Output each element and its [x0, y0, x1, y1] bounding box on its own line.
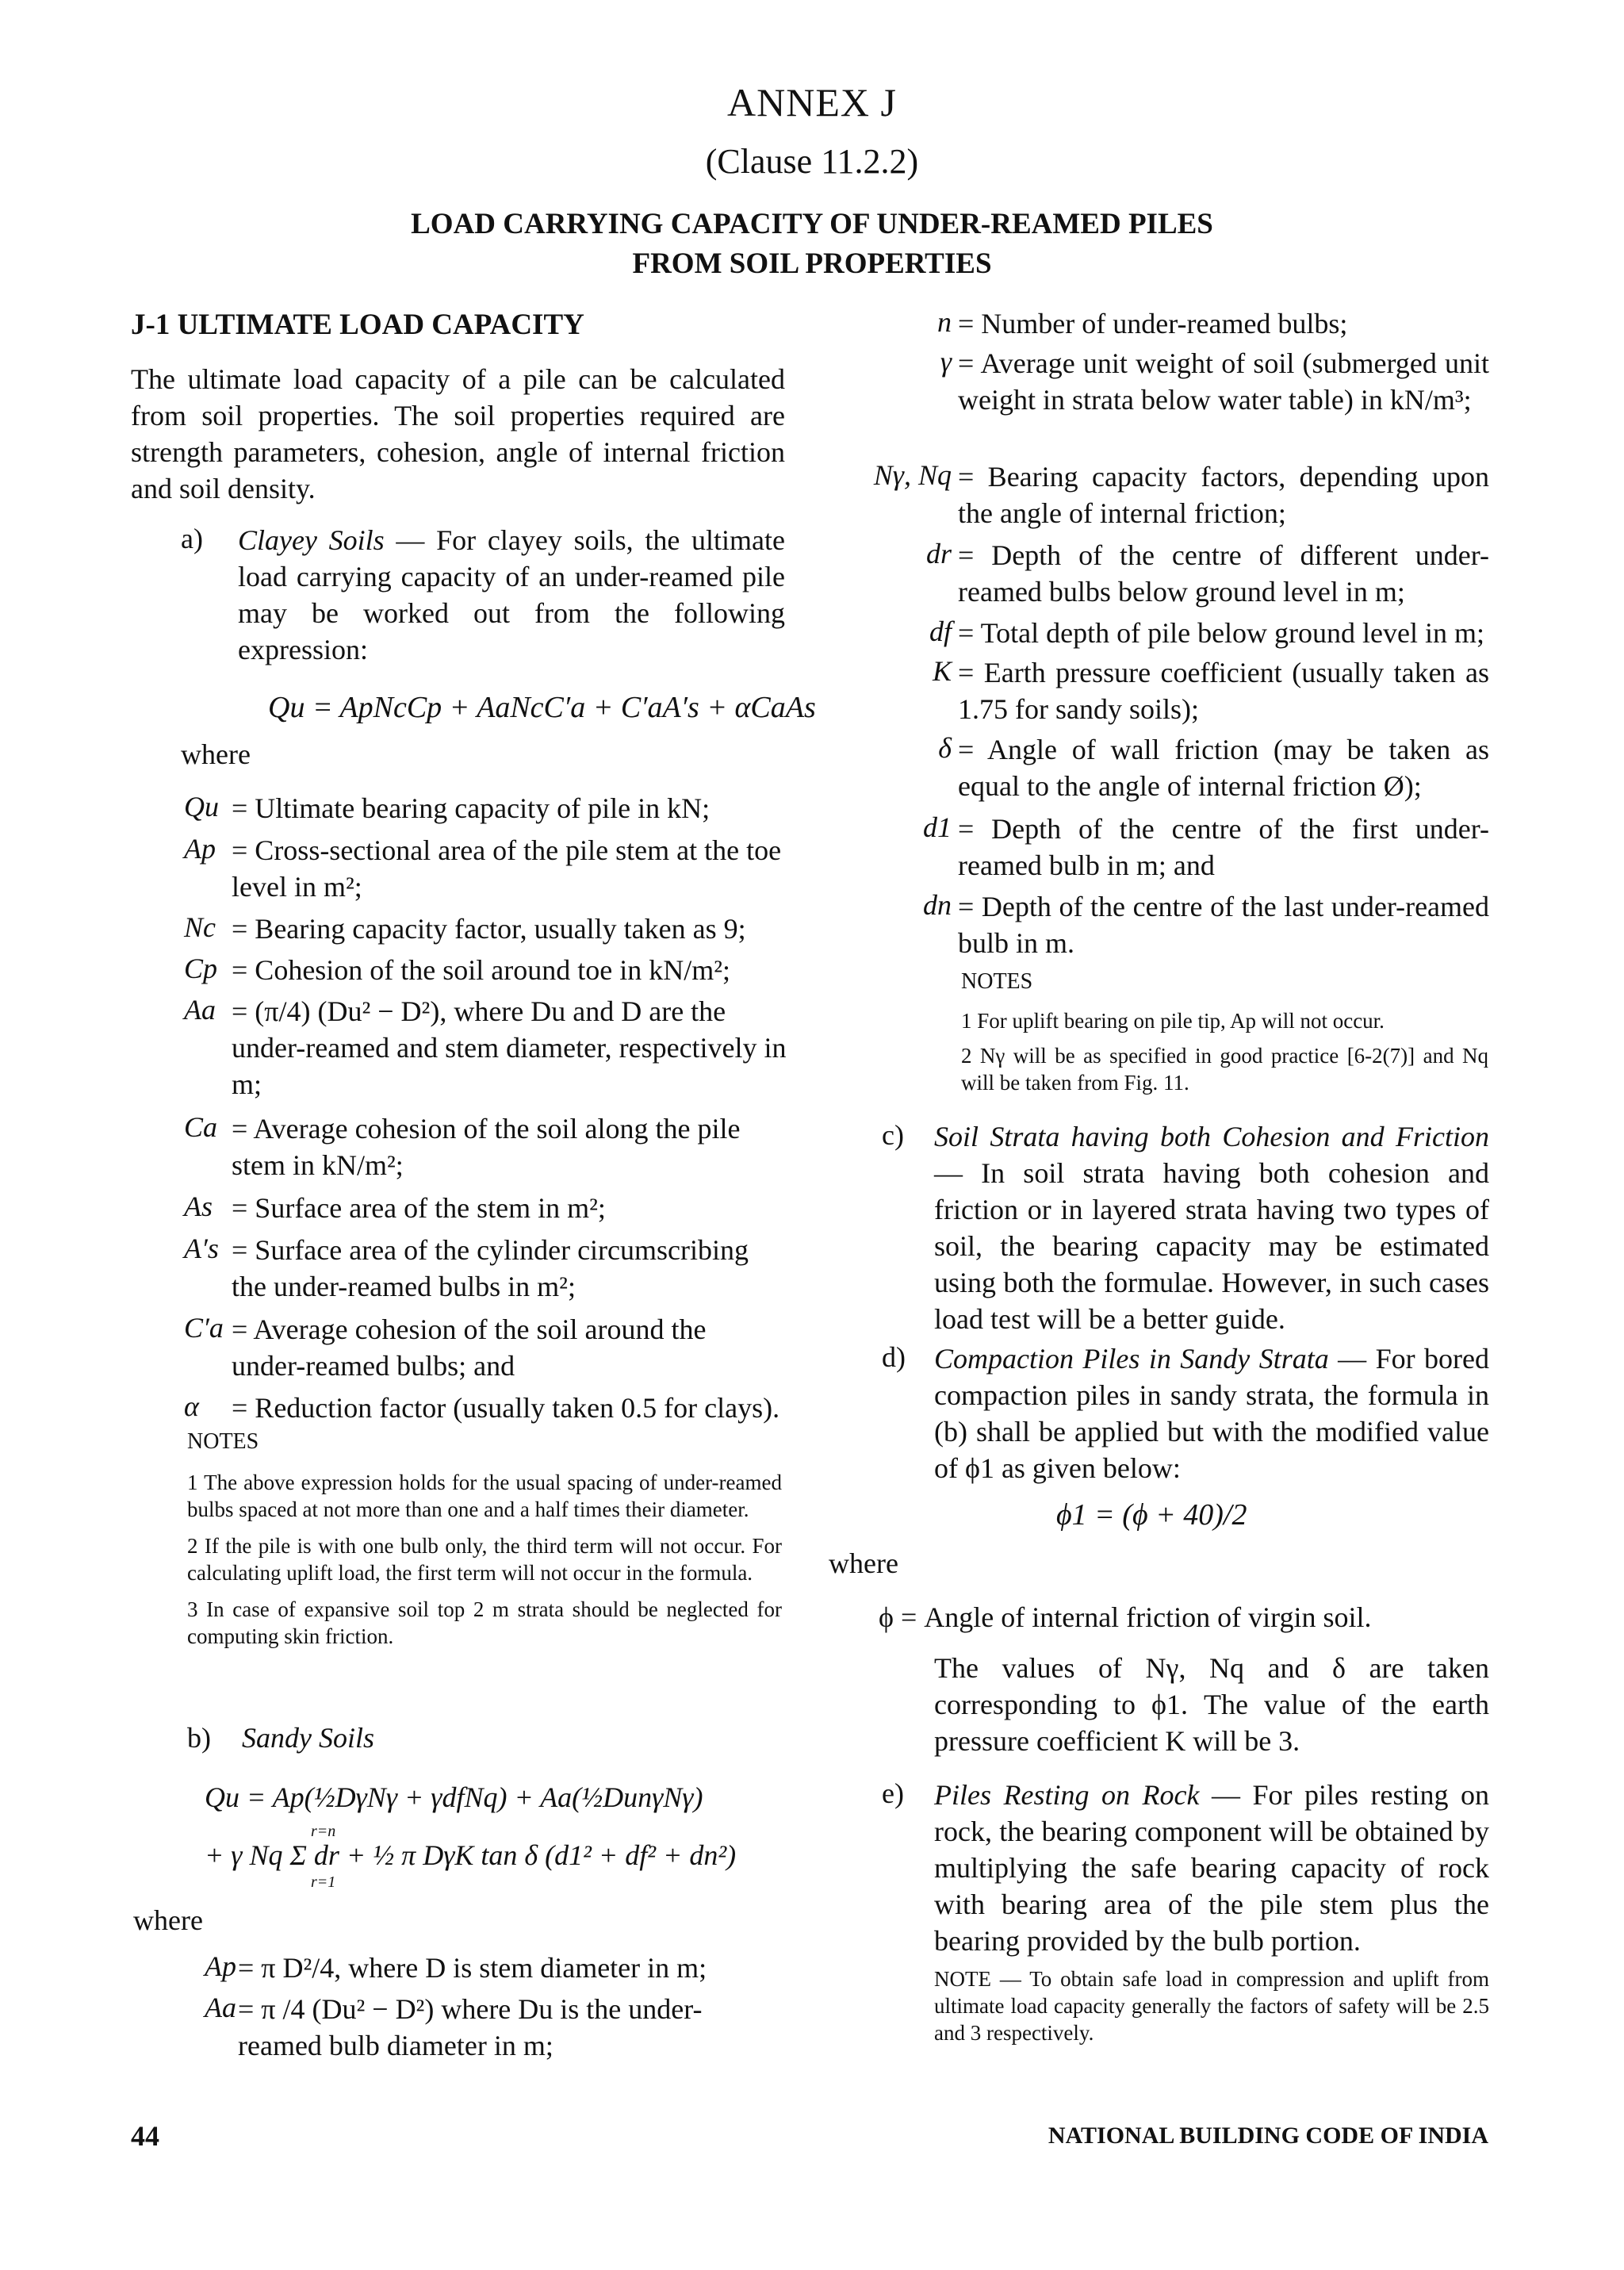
- page-number: 44: [131, 2120, 159, 2152]
- right-def-text: = Angle of wall friction (may be taken as equal to the angle of internal friction Ø);: [958, 734, 1489, 802]
- item-d-title: Compaction Piles in Sandy Strata: [934, 1343, 1329, 1375]
- right-def-symbol: dr: [925, 538, 952, 569]
- right-def-text: = Average unit weight of soil (submerged unit weight in strata below water table) in kN/m³;: [958, 347, 1489, 416]
- right-def-symbol: d1: [923, 811, 952, 843]
- clayey-def-symbol: Aa: [184, 994, 216, 1026]
- sandy-sum-bottom: r=1: [311, 1873, 336, 1891]
- clayey-notes-heading: NOTES: [187, 1429, 259, 1454]
- item-e-text: [934, 1777, 1489, 1959]
- right-def-symbol: δ: [938, 732, 952, 764]
- section-heading: J-1 ULTIMATE LOAD CAPACITY: [131, 309, 584, 341]
- right-def-text: = Depth of the centre of the first under-reamed bulb in m; and: [958, 813, 1489, 881]
- item-c-text: [934, 1118, 1489, 1337]
- clayey-def-symbol: As: [184, 1191, 213, 1222]
- title-line-2: FROM SOIL PROPERTIES: [632, 247, 992, 280]
- right-def-text: = Total depth of pile below ground level in m;: [958, 617, 1484, 649]
- item-e-label: e): [882, 1777, 904, 1809]
- item-d-label: d): [882, 1341, 906, 1373]
- item-c-body: — In soil strata having both cohesion and friction or in layered strata having two types of soil, the bearing capacity may be estimated using both the formulae. However, in such cases load test will be a better guide.: [934, 1157, 1489, 1335]
- sandy-def-1-symbol: Ap: [205, 1950, 236, 1982]
- rock-note: NOTE — To obtain safe load in compression and uplift from ultimate load capacity generally the factors of safety will be 2.5 and 3 respectively.: [934, 1967, 1489, 2045]
- title-line-1: LOAD CARRYING CAPACITY OF UNDER-REAMED PILES: [411, 208, 1213, 240]
- sandy-formula-line-1: Qu = Ap(½DγNγ + γdfNq) + Aa(½DunγNγ): [205, 1781, 703, 1813]
- sandy-where: where: [133, 1904, 203, 1936]
- sandy-def-1-text: = π D²/4, where D is stem diameter in m;: [238, 1952, 707, 1984]
- clayey-def-text: = Bearing capacity factor, usually taken as 9;: [232, 913, 746, 945]
- right-def-symbol: df: [929, 615, 952, 647]
- item-d-body: — For bored compaction piles in sandy strata, the formula in (b) shall be applied but with the modified value of ϕ1 as given below:: [934, 1343, 1490, 1484]
- clayey-def-symbol: Cp: [184, 953, 218, 984]
- clayey-def-symbol: α: [184, 1390, 199, 1422]
- right-note-1: 1 For uplift bearing on pile tip, Ap will not occur.: [961, 1009, 1385, 1033]
- item-b-title: Sandy Soils: [242, 1722, 374, 1754]
- right-def-symbol: K: [932, 655, 952, 687]
- item-b-label: b): [187, 1722, 211, 1754]
- clayey-def-text: = Cross-sectional area of the pile stem at the toe level in m²;: [232, 834, 782, 903]
- compaction-where: where: [829, 1547, 898, 1579]
- compaction-formula: ϕ1 = (ϕ + 40)/2: [1056, 1498, 1247, 1532]
- right-def-text: = Depth of the centre of different under-reamed bulbs below ground level in m;: [958, 539, 1489, 608]
- sandy-formula-line-2: + γ Nq Σ dr + ½ π DγK tan δ (d1² + df² + dn²): [205, 1839, 737, 1871]
- clayey-def-text: = (π/4) (Du² − D²), where Du and D are the under-reamed and stem diameter, respectively in m;: [232, 995, 787, 1100]
- clayey-note-2: 2 If the pile is with one bulb only, the third term will not occur. For calculating uplift load, the first term will not occur in the formula.: [187, 1534, 782, 1585]
- right-def-symbol: Nγ, Nq: [873, 459, 952, 491]
- right-notes: [961, 1007, 1488, 1096]
- clayey-note-3: 3 In case of expansive soil top 2 m strata should be neglected for computing skin friction.: [187, 1597, 782, 1648]
- item-c-label: c): [882, 1119, 904, 1151]
- clayey-def-text: = Average cohesion of the soil along the pile stem in kN/m²;: [232, 1113, 741, 1181]
- page-title: [0, 205, 1624, 284]
- item-a-title: Clayey Soils: [238, 524, 385, 556]
- clayey-def-symbol: A′s: [184, 1233, 219, 1264]
- clayey-def-text: = Reduction factor (usually taken 0.5 for clays).: [232, 1392, 780, 1424]
- section-intro: The ultimate load capacity of a pile can be calculated from soil properties. The soil properties required are strength parameters, cohesion, angle of internal friction and soil density.: [131, 363, 785, 504]
- item-a-body: — For clayey soils, the ultimate load carrying capacity of an under-reamed pile may be worked out from the following expression:: [238, 524, 786, 665]
- footer-title: NATIONAL BUILDING CODE OF INDIA: [1048, 2122, 1488, 2149]
- item-a-text: [238, 522, 785, 668]
- right-def-symbol: n: [937, 306, 952, 338]
- clayey-def-text: = Average cohesion of the soil around the under-reamed bulbs; and: [232, 1313, 707, 1382]
- sandy-def-2-text: = π /4 (Du² − D²) where Du is the under-reamed bulb diameter in m;: [238, 1993, 703, 2061]
- clayey-def-text: = Surface area of the stem in m²;: [232, 1192, 606, 1224]
- clayey-def-symbol: Nc: [184, 911, 216, 943]
- compaction-after: The values of Nγ, Nq and δ are taken corresponding to ϕ1. The value of the earth pressure coefficient K will be 3.: [934, 1652, 1489, 1757]
- clayey-def-text: = Cohesion of the soil around toe in kN/m²;: [232, 954, 731, 986]
- clayey-note-1: 1 The above expression holds for the usual spacing of under-reamed bulbs spaced at not more than one and a half times their diameter.: [187, 1471, 782, 1521]
- right-def-symbol: dn: [923, 889, 952, 921]
- sandy-sum-top: r=n: [311, 1823, 336, 1840]
- right-def-text: = Number of under-reamed bulbs;: [958, 308, 1348, 339]
- right-def-text: = Depth of the centre of the last under-reamed bulb in m.: [958, 891, 1489, 959]
- clayey-def-symbol: Ca: [184, 1111, 218, 1143]
- clayey-notes: [187, 1469, 782, 1650]
- item-e-body: — For piles resting on rock, the bearing component will be obtained by multiplying the safe bearing capacity of rock with bearing area of the pile stem plus the bearing provided by the bulb portion.: [934, 1779, 1489, 1957]
- right-def-symbol: γ: [940, 346, 952, 378]
- item-e-title: Piles Resting on Rock: [934, 1779, 1200, 1811]
- clayey-def-symbol: Qu: [184, 791, 219, 822]
- annex-title: ANNEX J: [727, 80, 897, 125]
- clayey-def-symbol: Ap: [184, 833, 216, 865]
- item-d-text: [934, 1340, 1489, 1486]
- right-def-text: = Earth pressure coefficient (usually taken as 1.75 for sandy soils);: [958, 657, 1489, 725]
- clayey-def-text: = Ultimate bearing capacity of pile in kN;: [232, 792, 710, 824]
- right-def-text: = Bearing capacity factors, depending upon the angle of internal friction;: [958, 461, 1489, 529]
- clayey-def-symbol: C′a: [184, 1312, 224, 1344]
- compaction-definition: ϕ = Angle of internal friction of virgin soil.: [879, 1601, 1372, 1633]
- right-notes-heading: NOTES: [961, 969, 1033, 994]
- sandy-def-2-symbol: Aa: [205, 1992, 236, 2023]
- clause-reference: (Clause 11.2.2): [705, 142, 919, 181]
- clayey-formula: Qu = ApNcCp + AaNcC′a + C′aA′s + αCaAs: [268, 691, 816, 724]
- clayey-def-text: = Surface area of the cylinder circumscribing the under-reamed bulbs in m²;: [232, 1234, 749, 1302]
- item-a-label: a): [181, 523, 203, 554]
- right-note-2: 2 Nγ will be as specified in good practice [6-2(7)] and Nq will be taken from Fig. 11.: [961, 1044, 1488, 1095]
- clayey-where: where: [181, 738, 251, 770]
- item-c-title: Soil Strata having both Cohesion and Friction: [934, 1121, 1489, 1152]
